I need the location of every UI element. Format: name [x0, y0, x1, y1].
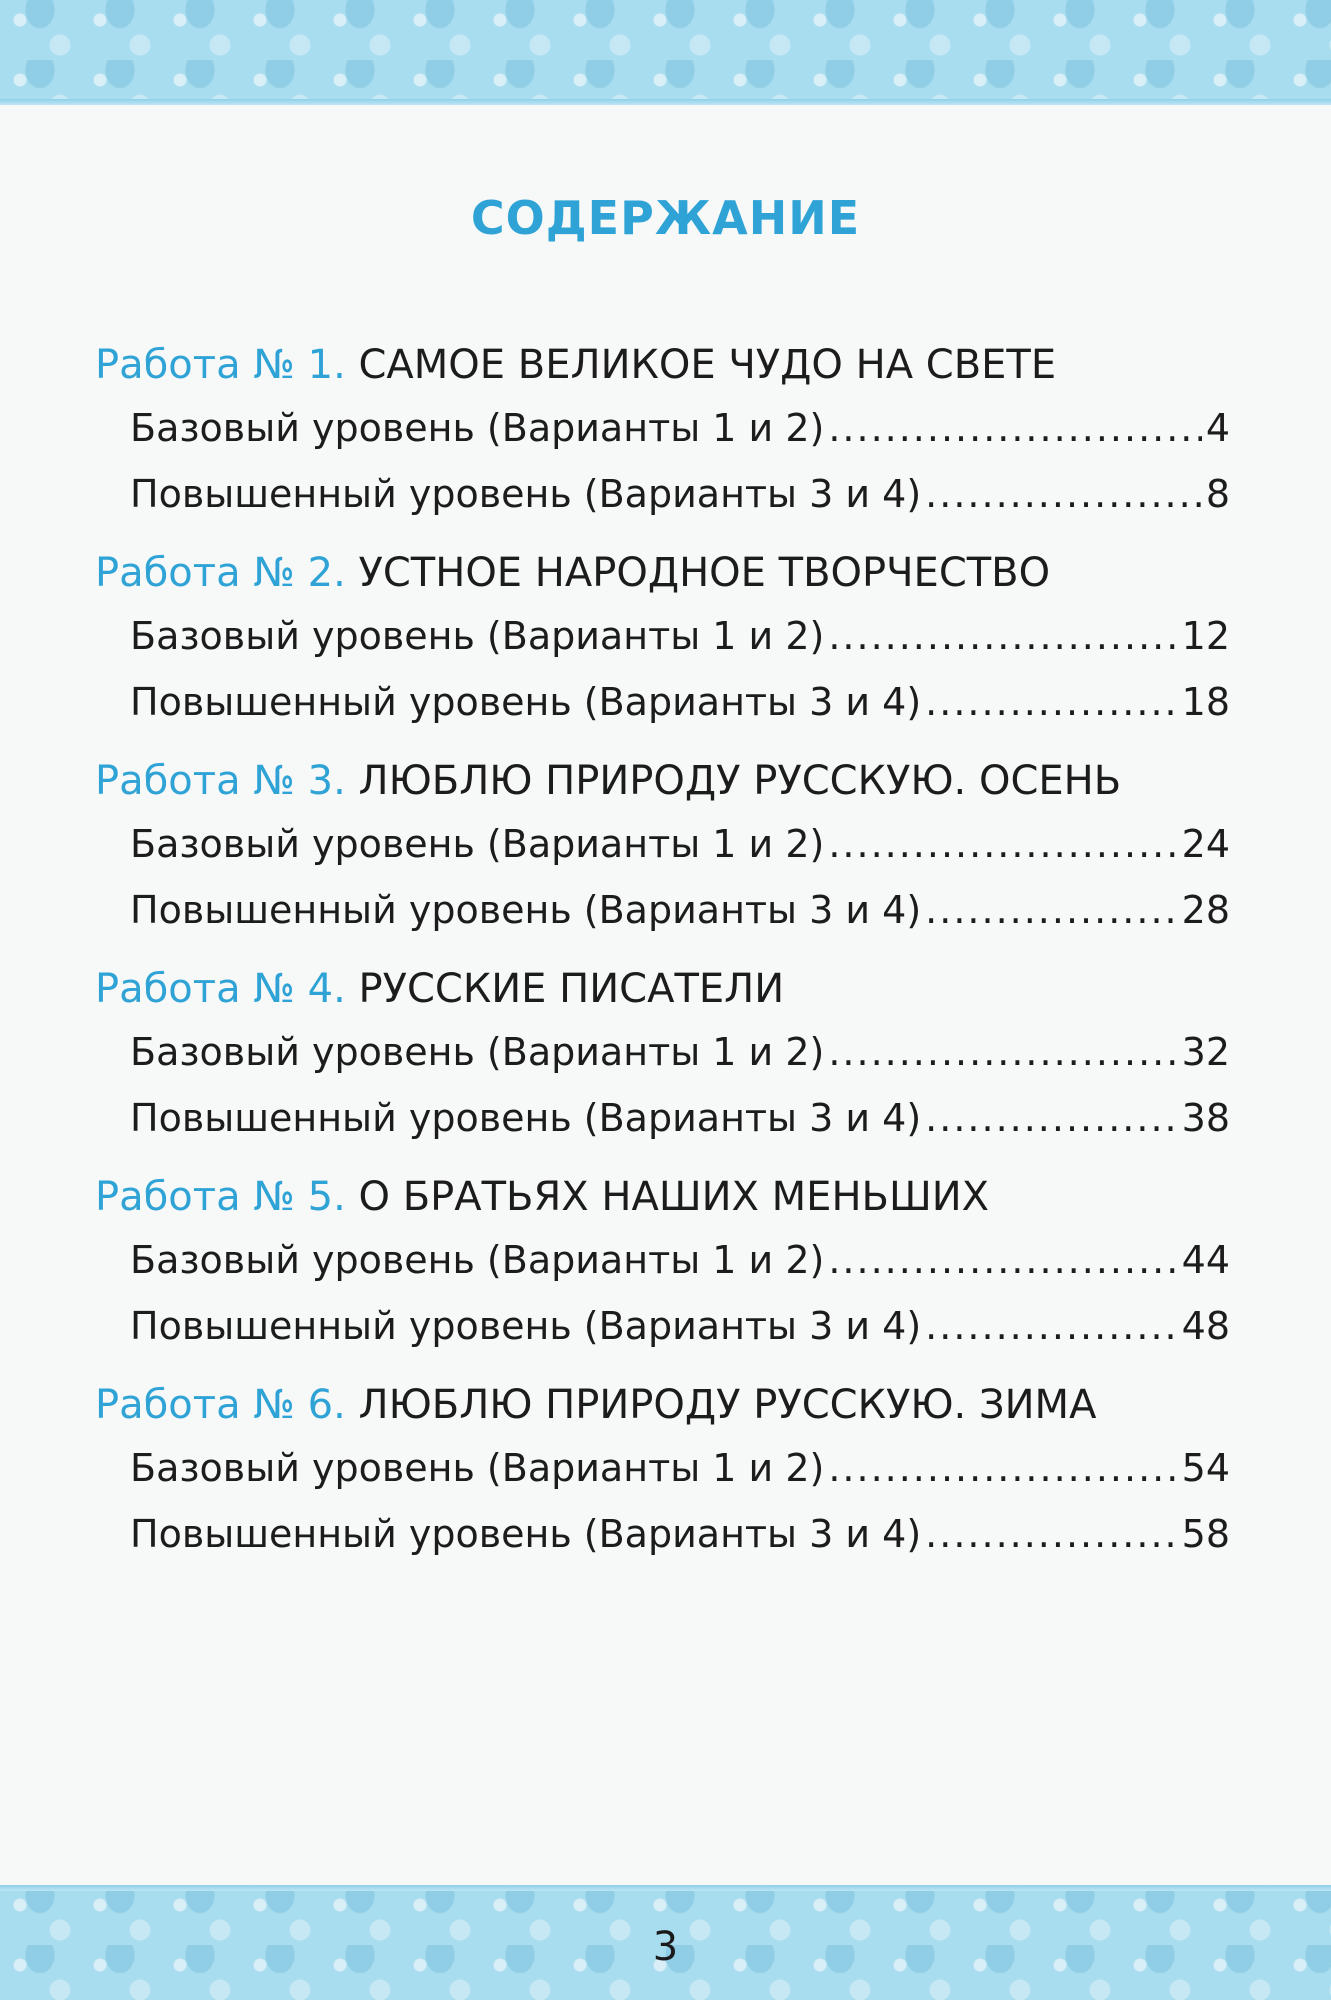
toc-section-3 — [95, 751, 1230, 943]
work-number: Работа № 5. — [95, 1174, 346, 1220]
entry-page: 32 — [1181, 1030, 1230, 1074]
work-number: Работа № 3. — [95, 758, 346, 804]
section-heading — [95, 1167, 1230, 1227]
entry-label: Базовый уровень (Варианты 1 и 2) — [130, 822, 825, 866]
toc-entry[interactable] — [130, 1019, 1230, 1085]
dot-leader — [828, 811, 1177, 877]
entry-page: 38 — [1181, 1096, 1230, 1140]
work-title: РУССКИЕ ПИСАТЕЛИ — [358, 966, 785, 1012]
entry-label: Повышенный уровень (Варианты 3 и 4) — [130, 680, 922, 724]
work-title: О БРАТЬЯХ НАШИХ МЕНЬШИХ — [358, 1174, 990, 1220]
section-heading — [95, 751, 1230, 811]
work-title: ЛЮБЛЮ ПРИРОДУ РУССКУЮ. ОСЕНЬ — [358, 758, 1122, 804]
work-title: УСТНОЕ НАРОДНОЕ ТВОРЧЕСТВО — [358, 550, 1051, 596]
entry-label: Базовый уровень (Варианты 1 и 2) — [130, 1238, 825, 1282]
entry-label: Повышенный уровень (Варианты 3 и 4) — [130, 1096, 922, 1140]
page-number: 3 — [652, 1924, 679, 1970]
dot-leader — [925, 1085, 1177, 1151]
entry-page: 28 — [1181, 888, 1230, 932]
entry-page: 24 — [1181, 822, 1230, 866]
toc-entry[interactable] — [130, 603, 1230, 669]
dot-leader — [925, 461, 1202, 527]
toc-entry[interactable] — [130, 461, 1230, 527]
entry-page: 4 — [1205, 406, 1230, 450]
entry-label: Базовый уровень (Варианты 1 и 2) — [130, 614, 825, 658]
section-heading — [95, 543, 1230, 603]
work-title: ЛЮБЛЮ ПРИРОДУ РУССКУЮ. ЗИМА — [358, 1382, 1097, 1428]
toc-entry[interactable] — [130, 1293, 1230, 1359]
dot-leader — [828, 1435, 1177, 1501]
toc-entry[interactable] — [130, 877, 1230, 943]
dot-leader — [828, 1019, 1177, 1085]
toc-entry[interactable] — [130, 1435, 1230, 1501]
entry-page: 54 — [1181, 1446, 1230, 1490]
dot-leader — [828, 603, 1177, 669]
work-number: Работа № 2. — [95, 550, 346, 596]
entry-page: 18 — [1181, 680, 1230, 724]
entry-label: Базовый уровень (Варианты 1 и 2) — [130, 1446, 825, 1490]
toc-section-5 — [95, 1167, 1230, 1359]
work-number: Работа № 1. — [95, 342, 346, 388]
toc-entry[interactable] — [130, 811, 1230, 877]
work-title: САМОЕ ВЕЛИКОЕ ЧУДО НА СВЕТЕ — [358, 342, 1057, 388]
entry-label: Повышенный уровень (Варианты 3 и 4) — [130, 888, 922, 932]
work-number: Работа № 4. — [95, 966, 346, 1012]
entry-page: 12 — [1181, 614, 1230, 658]
dot-leader — [925, 669, 1177, 735]
toc-entry[interactable] — [130, 1501, 1230, 1567]
entry-label: Повышенный уровень (Варианты 3 и 4) — [130, 1304, 922, 1348]
entry-page: 8 — [1205, 472, 1230, 516]
toc-section-1 — [95, 335, 1230, 527]
work-number: Работа № 6. — [95, 1382, 346, 1428]
toc-entry[interactable] — [130, 1227, 1230, 1293]
entry-page: 48 — [1181, 1304, 1230, 1348]
section-heading — [95, 335, 1230, 395]
section-heading — [95, 959, 1230, 1019]
table-of-contents — [95, 335, 1230, 1567]
decorative-top-border — [0, 0, 1331, 105]
entry-label: Базовый уровень (Варианты 1 и 2) — [130, 1030, 825, 1074]
dot-leader — [828, 1227, 1177, 1293]
entry-page: 44 — [1181, 1238, 1230, 1282]
toc-entry[interactable] — [130, 669, 1230, 735]
section-heading — [95, 1375, 1230, 1435]
entry-page: 58 — [1181, 1512, 1230, 1556]
entry-label: Повышенный уровень (Варианты 3 и 4) — [130, 472, 922, 516]
toc-section-4 — [95, 959, 1230, 1151]
toc-section-6 — [95, 1375, 1230, 1567]
toc-entry[interactable] — [130, 395, 1230, 461]
dot-leader — [828, 395, 1201, 461]
entry-label: Базовый уровень (Варианты 1 и 2) — [130, 406, 825, 450]
toc-entry[interactable] — [130, 1085, 1230, 1151]
dot-leader — [925, 1293, 1177, 1359]
dot-leader — [925, 1501, 1177, 1567]
page-title: СОДЕРЖАНИЕ — [470, 190, 861, 245]
dot-leader — [925, 877, 1177, 943]
toc-section-2 — [95, 543, 1230, 735]
entry-label: Повышенный уровень (Варианты 3 и 4) — [130, 1512, 922, 1556]
